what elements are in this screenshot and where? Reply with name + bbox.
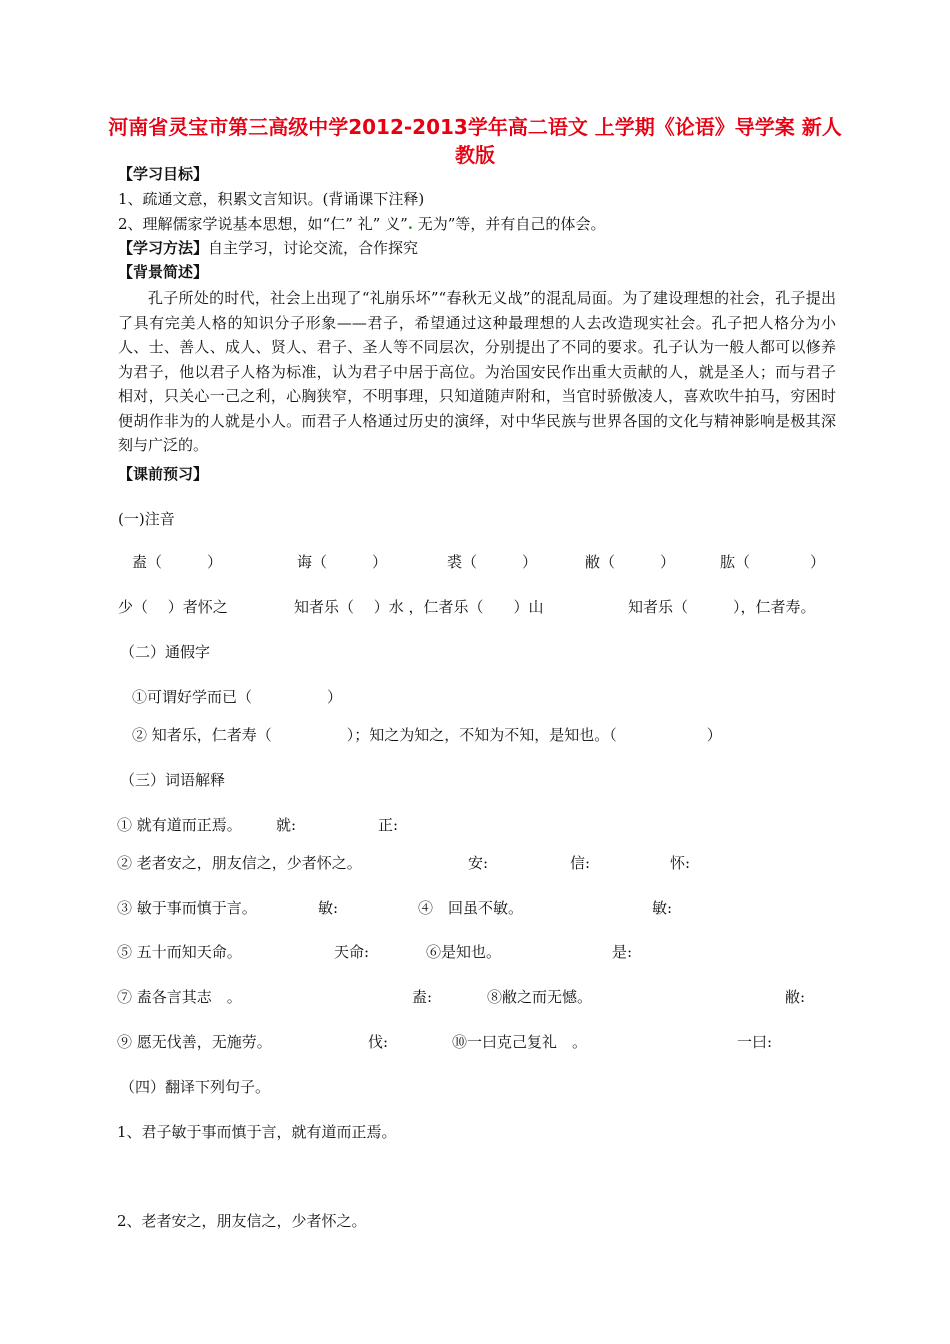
- tongjia-item-2: ② 知者乐，仁者寿（ ）；知之为知之，不知为不知，是知也。（ ）: [132, 726, 722, 744]
- phonetic-item: 裘（ ）: [447, 553, 538, 571]
- document-title: 河南省灵宝市第三高级中学2012-2013学年高二语文 上学期《论语》导学案 新人教版: [108, 115, 842, 167]
- method-text: 自主学习，讨论交流，合作探究: [208, 239, 419, 257]
- vocab-term: 一曰:: [737, 1033, 773, 1051]
- objective-item-2-dot: .: [407, 215, 413, 233]
- phonetic-heading: (一)注音: [118, 510, 175, 528]
- phonetic-item: 知者乐（ ），仁者寿。: [628, 598, 816, 616]
- vocab-sentence: ① 就有道而正焉。: [117, 816, 242, 834]
- vocab-sentence: ⑧敝之而无憾。: [487, 988, 593, 1006]
- vocab-term: 天命:: [334, 943, 370, 961]
- vocab-sentence: ⑩一曰克己复礼 。: [452, 1033, 588, 1051]
- vocab-term: 信:: [570, 854, 591, 872]
- phonetic-item: 肱（ ）: [720, 553, 826, 571]
- vocab-sentence: ④ 回虽不敏。: [418, 899, 524, 917]
- vocab-sentence: ② 老者安之，朋友信之，少者怀之。: [117, 854, 362, 872]
- method-heading: 【学习方法】: [118, 239, 209, 257]
- objective-item-2-part1: 2、理解儒家学说基本思想，如“仁” 礼” 义”: [118, 215, 408, 233]
- vocab-term: 敏:: [318, 899, 339, 917]
- tongjia-heading: （二）通假字: [120, 643, 211, 661]
- vocab-term: 伐:: [368, 1033, 389, 1051]
- vocab-sentence: ⑥是知也。: [426, 943, 502, 961]
- vocab-sentence: ⑤ 五十而知天命。: [117, 943, 242, 961]
- vocab-term: 怀:: [670, 854, 691, 872]
- objectives-heading: 【学习目标】: [118, 165, 209, 183]
- vocab-term: 敝:: [785, 988, 806, 1006]
- phonetic-item: 盍（ ）: [132, 553, 223, 571]
- background-paragraph: 孔子所处的时代，社会上出现了“礼崩乐坏”“春秋无义战”的混乱局面。为了建设理想的社会，孔子提出了具有完美人格的知识分子形象——君子，希望通过这种最理想的人去改造现实社会。孔子把人格分为小人、士、善人、成人、贤人、君子、圣人等不同层次，分别提出了不同的要求。孔子认为一般人都可以修养为君子，他以君子人格为标准，认为君子中居于高位。为治国安民作出重大贡献的人，就是圣人；而与君子相对，只关心一己之利，心胸狭窄，不明事理，只知道随声附和，当官时骄傲凌人，喜欢吹牛拍马，穷困时便胡作非为的人就是小人。而君子人格通过历史的演绎，对中华民族与世界各国的文化与精神影响是极其深刻与广泛的。: [118, 289, 836, 454]
- vocab-sentence: ⑦ 盍各言其志 。: [117, 988, 242, 1006]
- objective-item-1: 1、疏通文意，积累文言知识。(背诵课下注释): [118, 190, 425, 208]
- vocab-heading: （三）词语解释: [120, 771, 226, 789]
- vocab-term: 敏:: [652, 899, 673, 917]
- translate-item-2: 2、老者安之，朋友信之，少者怀之。: [117, 1212, 367, 1230]
- translate-heading: （四）翻译下列句子。: [120, 1078, 271, 1096]
- phonetic-item: 少（ ）者怀之: [118, 598, 228, 616]
- vocab-term: 盍:: [412, 988, 433, 1006]
- objective-item-2: [118, 214, 605, 234]
- preview-heading: 【课前预习】: [118, 465, 209, 483]
- vocab-sentence: ⑨ 愿无伐善，无施劳。: [117, 1033, 272, 1051]
- method-line: [118, 238, 418, 258]
- vocab-term: 就:: [276, 816, 297, 834]
- phonetic-item: 敝（ ）: [585, 553, 676, 571]
- phonetic-item: 诲（ ）: [297, 553, 388, 571]
- phonetic-item: 知者乐（ ）水 ，仁者乐（ ）山: [294, 598, 544, 616]
- vocab-term: 是:: [612, 943, 633, 961]
- translate-item-1: 1、君子敏于事而慎于言，就有道而正焉。: [117, 1123, 397, 1141]
- objective-item-2-part2: 无为”等，并有自己的体会。: [413, 215, 606, 233]
- background-heading: 【背景简述】: [118, 263, 209, 281]
- vocab-term: 正:: [378, 816, 399, 834]
- tongjia-item-1: ①可谓好学而已（ ）: [132, 688, 343, 706]
- vocab-term: 安:: [468, 854, 489, 872]
- vocab-sentence: ③ 敏于事而慎于言。: [117, 899, 257, 917]
